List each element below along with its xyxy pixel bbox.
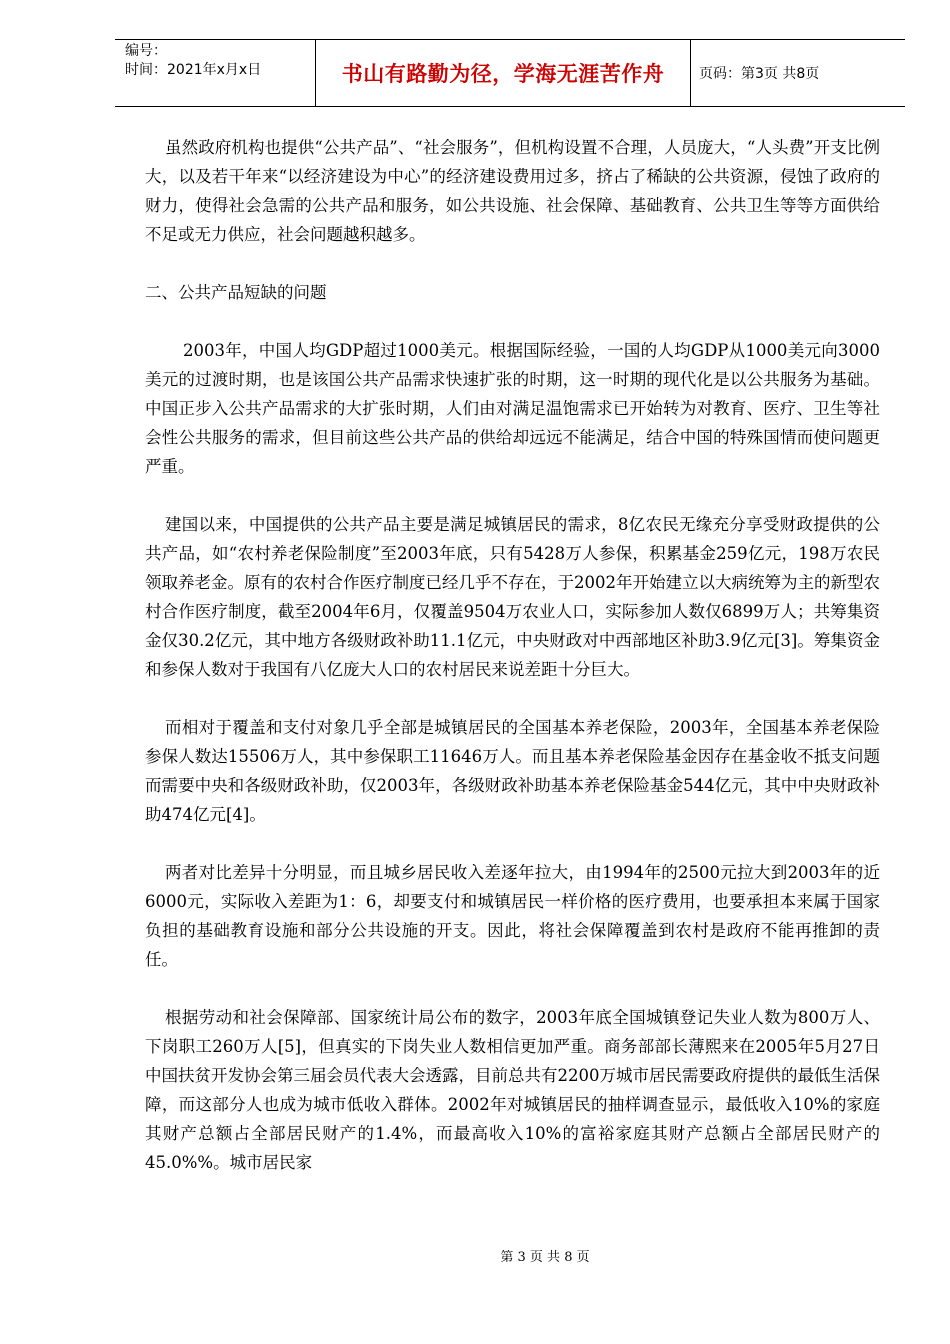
paragraph-1: 虽然政府机构也提供“公共产品”、“社会服务”，但机构设置不合理，人员庞大，“人头费”开支比例大，以及若干年来“以经济建设为中心”的经济建设费用过多，挤占了稀缺的公共资源，侵蚀了政府的财力，使得社会急需的公共产品和服务，如公共设施、社会保障、基础教育、公共卫生等等方面供给不足或无力供应，社会问题越积越多。 — [145, 138, 880, 244]
paragraph-3: 建国以来，中国提供的公共产品主要是满足城镇居民的需求，8亿农民无缘充分享受财政提供的公共产品，如“农村养老保险制度”至2003年底，只有5428万人参保，积累基金259亿元，198万农民领取养老金。原有的农村合作医疗制度已经几乎不存在，于2002年开始建立以大病统筹为主的新型农村合作医疗制度，截至2004年6月，仅覆盖9504万农业人口，实际参加人数仅6899万人；共筹集资金仅30.2亿元，其中地方各级财政补助11.1亿元，中央财政对中西部地区补助3.9亿元[3]。筹集资金和参保人数对于我国有八亿庞大人口的农村居民来说差距十分巨大。 — [145, 515, 880, 679]
paragraph-5: 两者对比差异十分明显，而且城乡居民收入差逐年拉大，由1994年的2500元拉大到2003年的近6000元，实际收入差距为1：6，却要支付和城镇居民一样价格的医疗费用，也要承担本来属于国家负担的基础教育设施和部分公共设施的开支。因此，将社会保障覆盖到农村是政府不能再推卸的责任。 — [145, 863, 880, 969]
header-page-code: 页码：第3页 共8页 — [699, 66, 820, 82]
section-heading: 二、公共产品短缺的问题 — [145, 283, 327, 302]
page-footer: 第 3 页 共 8 页 — [500, 1250, 590, 1265]
date-label: 时间：2021年x月x日 — [125, 62, 262, 78]
document-body — [145, 133, 880, 1206]
paragraph-4: 而相对于覆盖和支付对象几乎全部是城镇居民的全国基本养老保险，2003年，全国基本养老保险参保人数达15506万人，其中参保职工11646万人。而且基本养老保险基金因存在基金收不抵支问题而需要中央和各级财政补助，仅2003年，各级财政补助基本养老保险基金544亿元，其中中央财政补助474亿元[4]。 — [145, 718, 880, 824]
serial-number-label: 编号： — [125, 43, 167, 59]
paragraph-6: 根据劳动和社会保障部、国家统计局公布的数字，2003年底全国城镇登记失业人数为800万人、下岗职工260万人[5]，但真实的下岗失业人数相信更加严重。商务部部长薄熙来在2005年5月27日中国扶贫开发协会第三届会员代表大会透露，目前总共有2200万城市居民需要政府提供的最低生活保障，而这部分人也成为城市低收入群体。2002年对城镇居民的抽样调查显示，最低收入10%的家庭其财产总额占全部居民财产的1.4%，而最高收入10%的富裕家庭其财产总额占全部居民财产的45.0%%。城市居民家 — [145, 1008, 880, 1172]
header-motto: 书山有路勤为径，学海无涯苦作舟 — [316, 40, 691, 106]
paragraph-2: 2003年，中国人均GDP超过1000美元。根据国际经验，一国的人均GDP从1000美元向3000美元的过渡时期，也是该国公共产品需求快速扩张的时期，这一时期的现代化是以公共服务为基础。中国正步入公共产品需求的大扩张时期，人们由对满足温饱需求已开始转为对教育、医疗、卫生等社会性公共服务的需求，但目前这些公共产品的供给却远远不能满足，结合中国的特殊国情而使问题更严重。 — [145, 341, 880, 476]
document-header — [115, 39, 905, 107]
header-meta-cell — [115, 40, 316, 106]
